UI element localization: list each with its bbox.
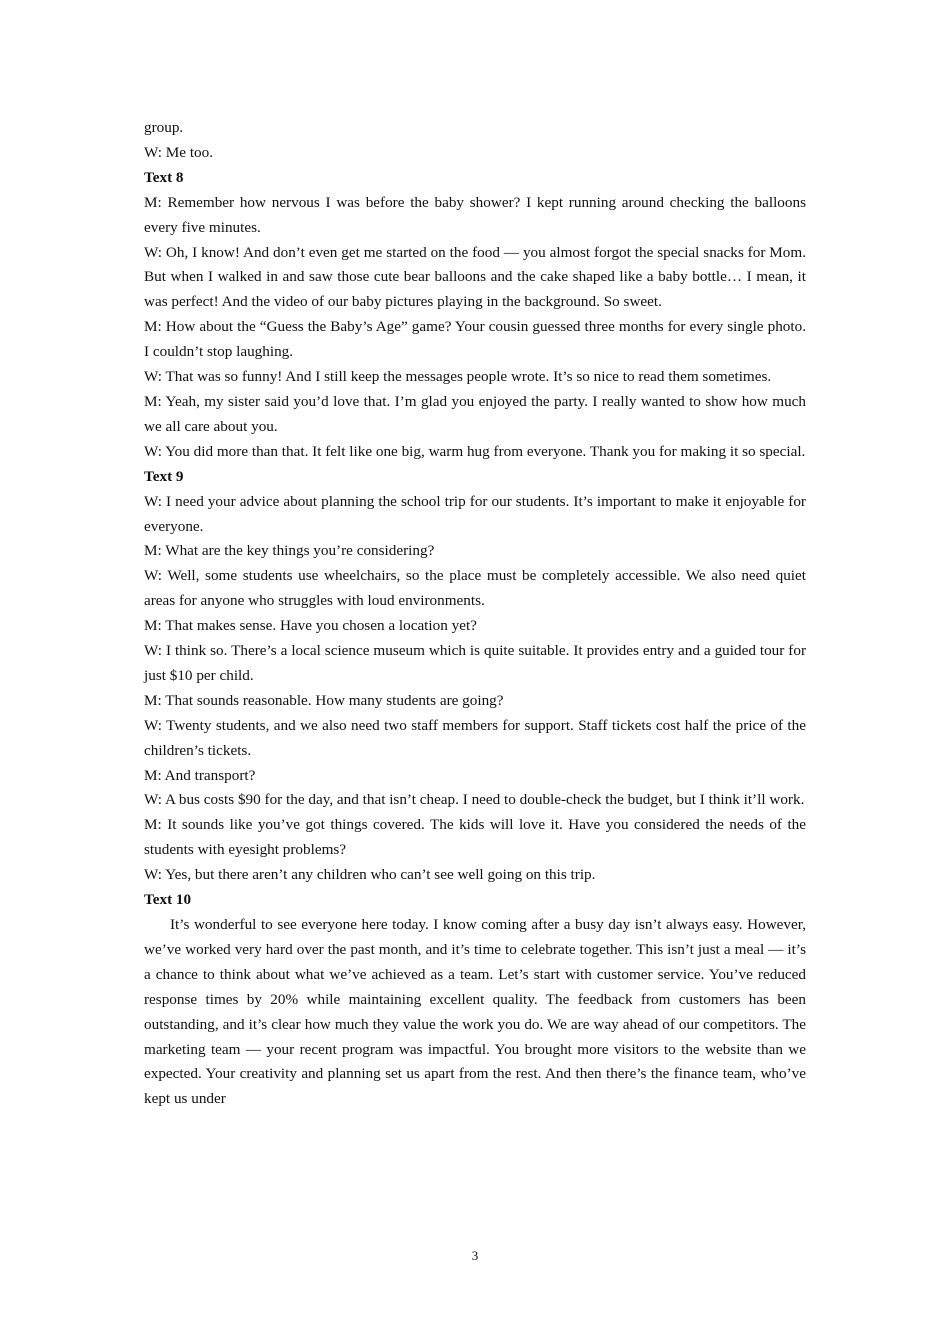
intro-line-2: W: Me too. — [144, 143, 214, 161]
text8-line-4: W: That was so funny! And I still keep the messages people wrote. It’s so nice to read them sometimes. — [144, 368, 772, 386]
text8-line-5: M: Yeah, my sister said you’d love that. I’m glad you enjoyed the party. I really wanted to show how much we all care about you. — [144, 392, 806, 435]
text9-heading: Text 9 — [144, 467, 184, 485]
text10-paragraph: It’s wonderful to see everyone here today. I know coming after a busy day isn’t always easy. However, we’ve worked very hard over the past month, and it’s time to celebrate together. This isn’t just a meal — it’s a chance to think about what we’ve achieved as a team. Let’s start with customer service. You’ve reduced response times by 20% while maintaining excellent quality. The feedback from customers has been outstanding, and it’s clear how much they value the work you do. We are way ahead of our competitors. The marketing team — your recent program was impactful. You brought more visitors to the website than we expected. Your creativity and planning set us apart from the rest. And then there’s the finance team, who’ve kept us under — [144, 916, 806, 1108]
text9-line-6: M: That sounds reasonable. How many students are going? — [144, 691, 504, 709]
text9-line-4: M: That makes sense. Have you chosen a location yet? — [144, 617, 477, 635]
text9-line-7: W: Twenty students, and we also need two staff members for support. Staff tickets cost half the price of the children’s tickets. — [144, 716, 806, 759]
intro-line-1: group. — [144, 119, 184, 136]
text9-line-11: W: Yes, but there aren’t any children who can’t see well going on this trip. — [144, 866, 596, 884]
text9-line-10: M: It sounds like you’ve got things covered. The kids will love it. Have you considered the needs of the students with eyesight problems? — [144, 816, 806, 859]
text9-line-5: W: I think so. There’s a local science museum which is quite suitable. It provides entry and a guided tour for just $10 per child. — [144, 642, 806, 684]
text8-line-2: W: Oh, I know! And don’t even get me started on the food — you almost forgot the special snacks for Mom. But when I walked in and saw those cute bear balloons and the cake shaped like a baby bottle… I mean, it was perfect! And the video of our baby pictures playing in the background. So sweet. — [144, 243, 806, 311]
text9-line-8: M: And transport? — [144, 766, 256, 784]
text8-line-1: M: Remember how nervous I was before the baby shower? I kept running around checking the balloons every five minutes. — [144, 193, 806, 236]
text9-line-3: W: Well, some students use wheelchairs, so the place must be completely accessible. We also need quiet areas for anyone who struggles with loud environments. — [144, 567, 806, 610]
text8-line-6: W: You did more than that. It felt like one big, warm hug from everyone. Thank you for making it so special. — [144, 442, 806, 460]
text9-line-1: W: I need your advice about planning the school trip for our students. It’s important to make it enjoyable for everyone. — [144, 492, 806, 535]
text8-line-3: M: How about the “Guess the Baby’s Age” game? Your cousin guessed three months for every single photo. I couldn’t stop laughing. — [144, 318, 806, 361]
text8-heading: Text 8 — [144, 168, 184, 186]
document-page — [144, 116, 806, 1112]
text10-heading: Text 10 — [144, 891, 192, 909]
text9-line-9: W: A bus costs $90 for the day, and that isn’t cheap. I need to double-check the budget, but I think it’ll work. — [144, 791, 805, 809]
text9-line-2: M: What are the key things you’re considering? — [144, 542, 435, 560]
page-number: 3 — [471, 1248, 479, 1263]
